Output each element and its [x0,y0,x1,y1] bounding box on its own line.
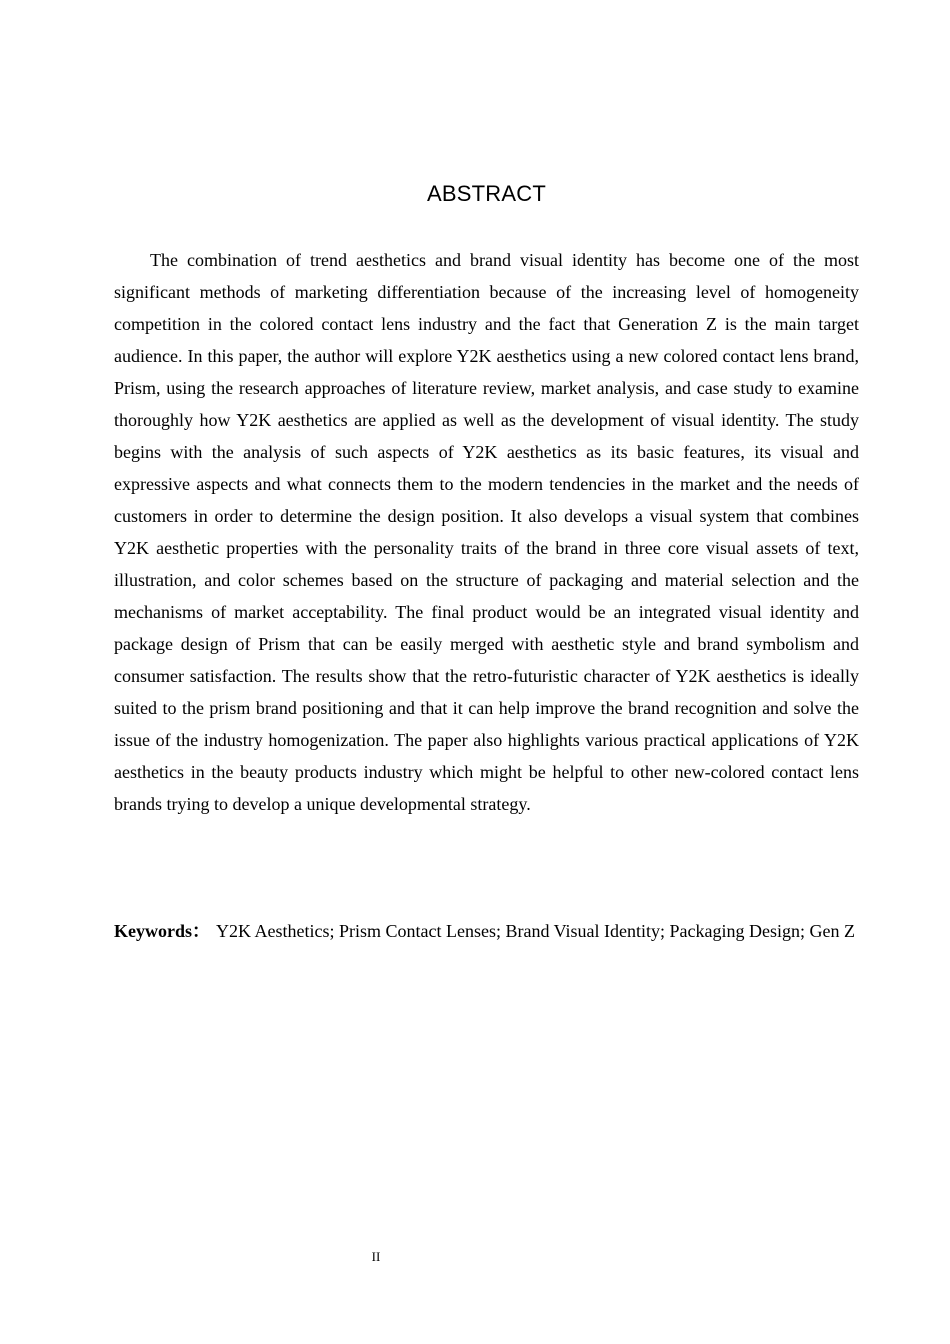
keywords-paragraph [114,915,859,947]
keywords-text: Y2K Aesthetics; Prism Contact Lenses; Brand Visual Identity; Packaging Design; Gen Z [216,921,855,941]
abstract-body: The combination of trend aesthetics and brand visual identity has become one of the most significant methods of marketing differentiation because of the increasing level of homogeneity competition in the colored contact lens industry and the fact that Generation Z is the main target audience. In this paper, the author will explore Y2K aesthetics using a new colored contact lens brand, Prism, using the research approaches of literature review, market analysis, and case study to examine thoroughly how Y2K aesthetics are applied as well as the development of visual identity. The study begins with the analysis of such aspects of Y2K aesthetics as its basic features, its visual and expressive aspects and what connects them to the modern tendencies in the market and the needs of customers in order to determine the design position. It also develops a visual system that combines Y2K aesthetic properties with the personality traits of the brand in three core visual assets of text, illustration, and color schemes based on the structure of packaging and material selection and the mechanisms of market acceptability. The final product would be an integrated visual identity and package design of Prism that can be easily merged with aesthetic style and brand symbolism and consumer satisfaction. The results show that the retro-futuristic character of Y2K aesthetics is ideally suited to the prism brand positioning and that it can help improve the brand recognition and solve the issue of the industry homogenization. The paper also highlights various practical applications of Y2K aesthetics in the beauty products industry which might be helpful to other new-colored contact lens brands trying to develop a unique developmental strategy. [114,250,859,814]
keywords-label: Keywords [114,921,192,941]
page-number: II [371,1249,381,1264]
keywords-separator: ： [192,921,210,941]
abstract-title: ABSTRACT [427,181,546,206]
